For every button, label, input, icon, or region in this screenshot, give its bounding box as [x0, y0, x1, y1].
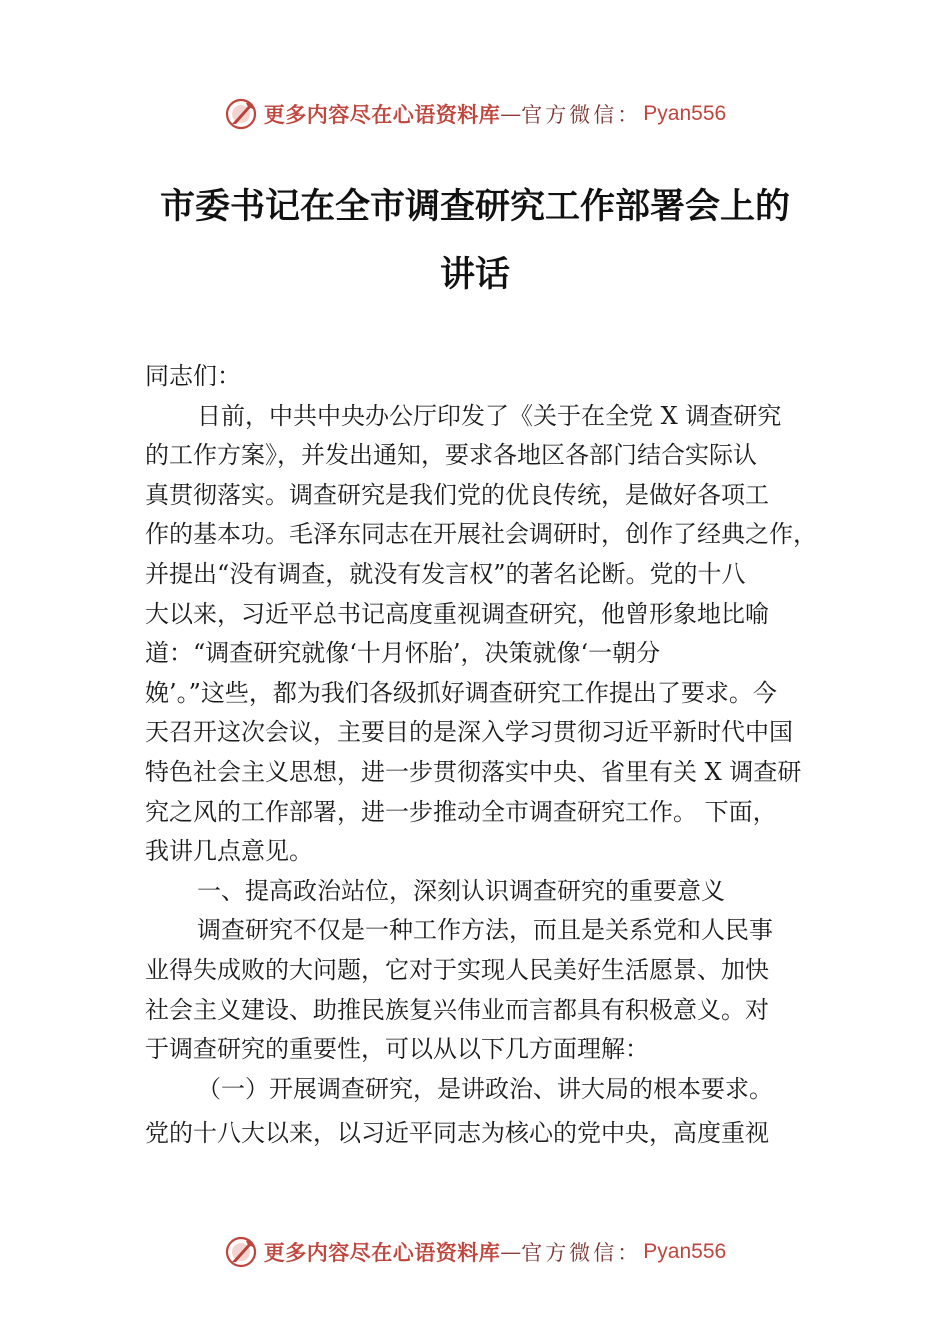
document-body [145, 357, 835, 1154]
watermark-separator: — [500, 102, 522, 126]
watermark-wechat-id: Pyan556 [643, 102, 727, 125]
watermark-label: 官方微信： [521, 103, 642, 127]
body-line: 于调查研究的重要性，可以从以下几方面理解： [145, 1035, 649, 1064]
body-line: 调查研究不仅是一种工作方法，而且是关系党和人民事 [197, 916, 773, 945]
section-heading: 一、提高政治站位，深刻认识调查研究的重要意义 [197, 876, 725, 905]
document-title: 市委书记在全市调查研究工作部署会上的 [159, 186, 790, 227]
quill-seal-icon [224, 97, 258, 131]
watermark-wechat-id: Pyan556 [643, 1240, 727, 1263]
body-line: 真贯彻落实。调查研究是我们党的优良传统，是做好各项工 [145, 480, 769, 509]
watermark-brand: 更多内容尽在心语资料库 [263, 102, 501, 127]
watermark-brand: 更多内容尽在心语资料库 [263, 1240, 501, 1265]
watermark-banner-bottom [0, 1230, 950, 1274]
body-line: 的工作方案》，并发出通知，要求各地区各部门结合实际认 [145, 441, 757, 470]
body-line: 究之风的工作部署，进一步推动全市调查研究工作。 下面， [145, 797, 777, 826]
body-line: 天召开这次会议，主要目的是深入学习贯彻习近平新时代中国 [145, 718, 793, 747]
watermark-label: 官方微信： [521, 1241, 642, 1265]
body-line: 业得失成败的大问题，它对于实现人民美好生活愿景、加快 [145, 955, 769, 984]
watermark-separator: — [500, 1240, 522, 1264]
body-line: 作的基本功。毛泽东同志在开展社会调研时，创作了经典之作， [145, 520, 817, 549]
body-line: 特色社会主义思想，进一步贯彻落实中央、省里有关 X 调查研 [145, 757, 802, 786]
body-line: 并提出“没有调查，就没有发言权”的著名论断。党的十八 [145, 559, 746, 588]
body-line: 大以来，习近平总书记高度重视调查研究，他曾形象地比喻 [145, 599, 769, 628]
body-line: 道：“调查研究就像‘十月怀胎’，决策就像‘一朝分 [145, 639, 661, 668]
document-title-continued: 讲话 [439, 254, 510, 295]
body-line: 娩’。”这些，都为我们各级抓好调查研究工作提出了要求。今 [145, 678, 777, 707]
body-line: 社会主义建设、助推民族复兴伟业而言都具有积极意义。对 [145, 995, 769, 1024]
body-line: 党的十八大以来，以习近平同志为核心的党中央，高度重视 [145, 1119, 769, 1148]
salutation: 同志们： [145, 362, 241, 390]
subsection-heading: （一）开展调查研究，是讲政治、讲大局的根本要求。 [197, 1074, 773, 1103]
body-line: 我讲几点意见。 [145, 837, 313, 866]
body-line: 日前，中共中央办公厅印发了《关于在全党 X 调查研究 [197, 401, 782, 430]
watermark-banner-top [0, 92, 950, 136]
quill-seal-icon [224, 1235, 258, 1269]
